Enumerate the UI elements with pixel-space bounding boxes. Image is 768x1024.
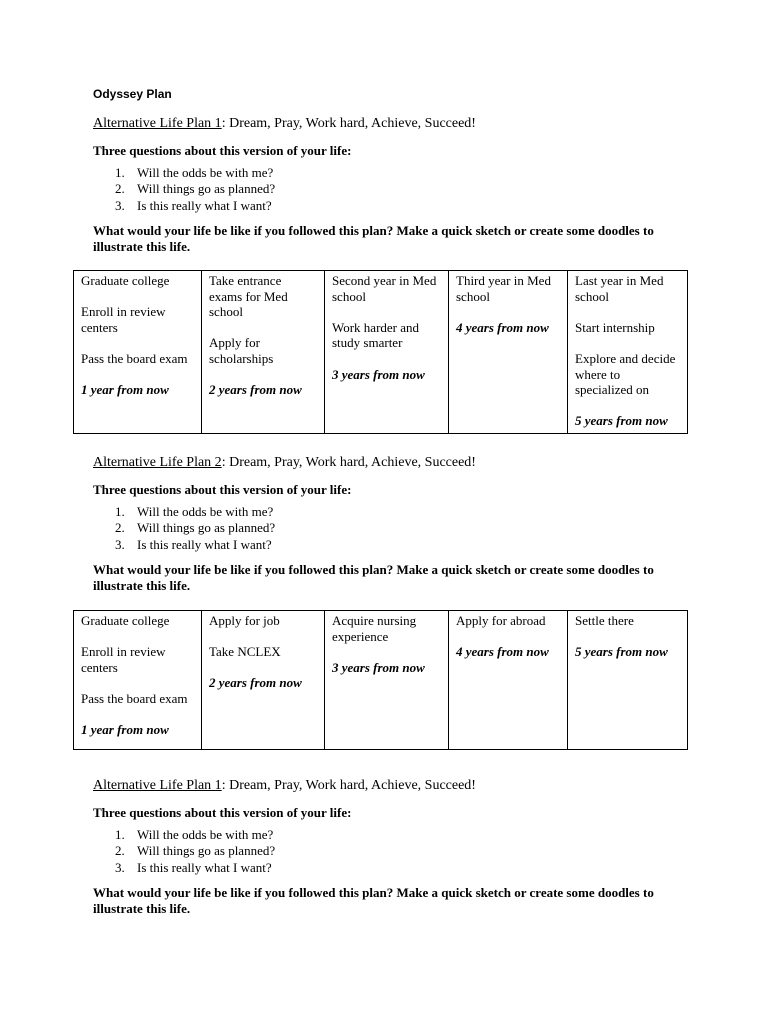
question-text: Is this really what I want? [137, 536, 272, 552]
table-row [74, 271, 688, 434]
question-text: Will things go as planned? [137, 520, 276, 536]
cell-line: Take NCLEX [209, 644, 281, 660]
plan-label: Alternative Life Plan 1 [93, 778, 222, 793]
cell-line: Graduate college [81, 273, 170, 288]
cell-line: Apply for abroad [456, 613, 546, 628]
timeline-cell [325, 611, 449, 750]
question-item [93, 181, 693, 197]
question-number: 2. [115, 181, 125, 197]
question-number: 3. [115, 859, 125, 875]
plan-motto: Dream, Pray, Work hard, Achieve, Succeed! [225, 116, 476, 131]
cell-line: Take entrance exams for Med school [209, 273, 288, 320]
question-text: Will the odds be with me? [137, 165, 274, 180]
question-item [93, 165, 693, 181]
questions-label: Three questions about this version of your life: [93, 143, 352, 158]
question-item [93, 537, 693, 553]
questions-label: Three questions about this version of your life: [93, 805, 352, 820]
question-item [93, 198, 693, 214]
cell-line: Graduate college [81, 613, 170, 628]
timeframe-label: 2 years from now [209, 382, 302, 398]
plan-motto: Dream, Pray, Work hard, Achieve, Succeed! [225, 455, 476, 470]
questions-list [93, 827, 693, 876]
cell-line: Acquire nursing experience [332, 613, 417, 644]
timeframe-label: 3 years from now [332, 366, 425, 382]
question-text: Will things go as planned? [137, 181, 276, 197]
cell-line: Last year in Med school [575, 273, 664, 304]
sketch-prompt: What would your life be like if you followed this plan? Make a quick sketch or create some doodles to illustrate this life. [93, 884, 654, 917]
question-item [93, 860, 693, 876]
questions-list [93, 504, 693, 553]
cell-line: Start internship [575, 319, 655, 335]
cell-line: Enroll in review centers [81, 644, 166, 675]
question-item [93, 843, 693, 859]
cell-line: Work harder and study smarter [332, 319, 420, 351]
cell-line: Enroll in review centers [81, 304, 166, 335]
timeline-cell [568, 271, 688, 434]
timeline-table-1 [73, 270, 688, 434]
question-number: 1. [115, 827, 125, 842]
question-text: Will the odds be with me? [137, 504, 274, 519]
table-row [74, 611, 688, 750]
timeframe-label: 4 years from now [456, 644, 549, 660]
timeframe-label: 1 year from now [81, 722, 169, 738]
timeline-cell [325, 271, 449, 434]
cell-line: Pass the board exam [81, 690, 188, 706]
question-text: Is this really what I want? [137, 197, 272, 213]
cell-line: Third year in Med school [456, 273, 551, 304]
timeline-cell [74, 611, 202, 750]
page-title: Odyssey Plan [93, 87, 172, 101]
timeline-cell [449, 611, 568, 750]
questions-label: Three questions about this version of your life: [93, 482, 352, 497]
plan-label: Alternative Life Plan 1 [93, 116, 222, 131]
plan-colon: : [221, 778, 226, 793]
sketch-prompt: What would your life be like if you followed this plan? Make a quick sketch or create some doodles to illustrate this life. [93, 561, 654, 594]
question-number: 3. [115, 197, 125, 213]
timeframe-label: 5 years from now [575, 644, 668, 660]
cell-line: Second year in Med school [332, 273, 437, 304]
timeline-cell [449, 271, 568, 434]
question-item [93, 827, 693, 843]
timeline-cell [202, 271, 325, 434]
timeline-cell [74, 271, 202, 434]
plan-section-2 [93, 453, 693, 595]
question-number: 2. [115, 843, 125, 859]
timeline-cell [202, 611, 325, 750]
question-item [93, 520, 693, 536]
question-text: Will things go as planned? [137, 843, 276, 859]
cell-line: Settle there [575, 613, 634, 628]
plan-heading [93, 114, 693, 134]
timeframe-label: 1 year from now [81, 382, 169, 398]
question-number: 1. [115, 165, 125, 180]
sketch-prompt: What would your life be like if you followed this plan? Make a quick sketch or create some doodles to illustrate this life. [93, 222, 654, 255]
timeframe-label: 3 years from now [332, 659, 425, 675]
cell-line: Apply for scholarships [209, 335, 274, 366]
questions-list [93, 165, 693, 214]
plan-colon: : [221, 116, 226, 131]
plan-section-3 [93, 776, 693, 918]
plan-label: Alternative Life Plan 2 [93, 455, 222, 470]
cell-line: Pass the board exam [81, 350, 188, 366]
plan-heading [93, 453, 693, 473]
timeframe-label: 5 years from now [575, 413, 668, 429]
question-text: Is this really what I want? [137, 859, 272, 875]
plan-colon: : [221, 455, 226, 470]
question-text: Will the odds be with me? [137, 827, 274, 842]
question-item [93, 504, 693, 520]
plan-heading [93, 776, 693, 796]
question-number: 1. [115, 504, 125, 519]
cell-line: Apply for job [209, 613, 280, 628]
timeline-cell [568, 611, 688, 750]
timeframe-label: 2 years from now [209, 675, 302, 691]
timeline-table-2 [73, 610, 688, 750]
plan-motto: Dream, Pray, Work hard, Achieve, Succeed! [225, 778, 476, 793]
cell-line: Explore and decide where to specialized on [575, 350, 676, 398]
question-number: 2. [115, 520, 125, 536]
timeframe-label: 4 years from now [456, 319, 549, 335]
question-number: 3. [115, 536, 125, 552]
plan-section-1 [93, 114, 693, 256]
